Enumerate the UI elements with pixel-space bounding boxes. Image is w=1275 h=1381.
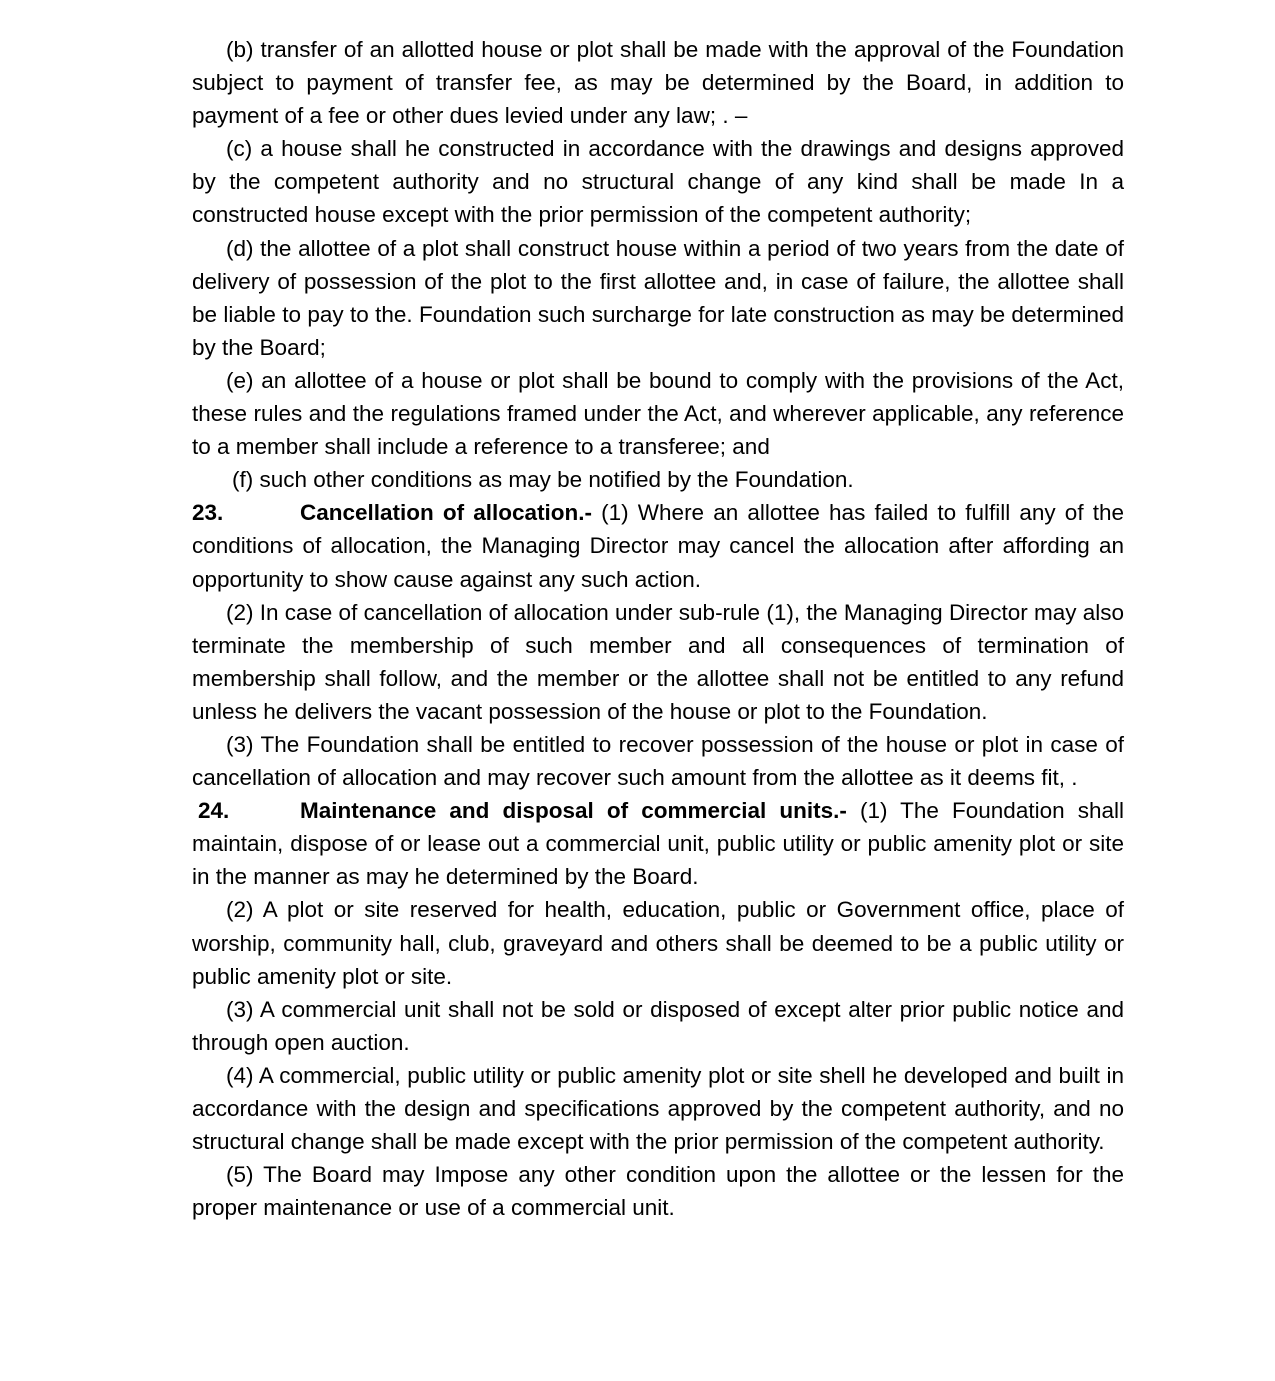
section-24 bbox=[192, 794, 1124, 893]
sub-rule-4: (4) A commercial, public utility or public amenity plot or site shell he developed and built in accordance with the design and specifications approved by the competent authority, and no structural change shall be made except with the prior permission of the competent authority. bbox=[192, 1062, 1124, 1155]
clause-d: (d) the allottee of a plot shall construct house within a period of two years from the date of delivery of possession of the plot to the first allottee and, in case of failure, the allottee shall be liable to pay to the. Foundation such surcharge for late construction as may be determined by the Board; bbox=[192, 235, 1124, 360]
sub-rule-3: (3) The Foundation shall be entitled to recover possession of the house or plot in case of cancellation of allocation and may recover such amount from the allottee as it deems fit, . bbox=[192, 731, 1124, 791]
clause-e: (e) an allottee of a house or plot shall be bound to comply with the provisions of the Act, these rules and the regulations framed under the Act, and wherever applicable, any reference to a member shall include a reference to a transferee; and bbox=[192, 367, 1124, 460]
section-heading: Cancellation of allocation.- bbox=[300, 500, 593, 526]
section-text: (1) Where an allottee has failed to fulfill any of the conditions of allocation, the Managing Director may cancel the allocation after affording an opportunity to show cause against any such action. bbox=[192, 500, 1124, 592]
section-23 bbox=[192, 496, 1124, 595]
section-number: 24. bbox=[198, 798, 230, 824]
clause-f: (f) such other conditions as may be notified by the Foundation. bbox=[232, 467, 854, 493]
sub-rule-5: (5) The Board may Impose any other condition upon the allottee or the lessen for the proper maintenance or use of a commercial unit. bbox=[192, 1162, 1124, 1221]
sub-rule-2: (2) In case of cancellation of allocation under sub-rule (1), the Managing Director may also terminate the membership of such member and all consequences of termination of membership shall follow, and the member or the allottee shall not be entitled to any refund unless he delivers the vacant possession of the house or plot to the Foundation. bbox=[192, 599, 1124, 724]
clause-b: (b) transfer of an allotted house or plot shall be made with the approval of the Foundation subject to payment of transfer fee, as may be determined by the Board, in addition to payment of a fee or other dues levied under any law; . – bbox=[192, 37, 1124, 129]
section-number: 23. bbox=[192, 500, 224, 526]
section-text: (1) The Foundation shall maintain, dispose of or lease out a commercial unit, public utility or public amenity plot or site in the manner as may he determined by the Board. bbox=[192, 798, 1124, 890]
sub-rule-3: (3) A commercial unit shall not be sold or disposed of except alter prior public notice and through open auction. bbox=[192, 996, 1124, 1055]
section-heading: Maintenance and disposal of commercial units.- bbox=[300, 798, 847, 824]
document-body bbox=[192, 33, 1124, 1224]
sub-rule-2: (2) A plot or site reserved for health, education, public or Government office, place of worship, community hall, club, graveyard and others shall be deemed to be a public utility or public amenity plot or site. bbox=[192, 897, 1124, 989]
clause-c: (c) a house shall he constructed in accordance with the drawings and designs approved by the competent authority and no structural change of any kind shall be made In a constructed house except with the prior permission of the competent authority; bbox=[192, 136, 1124, 228]
